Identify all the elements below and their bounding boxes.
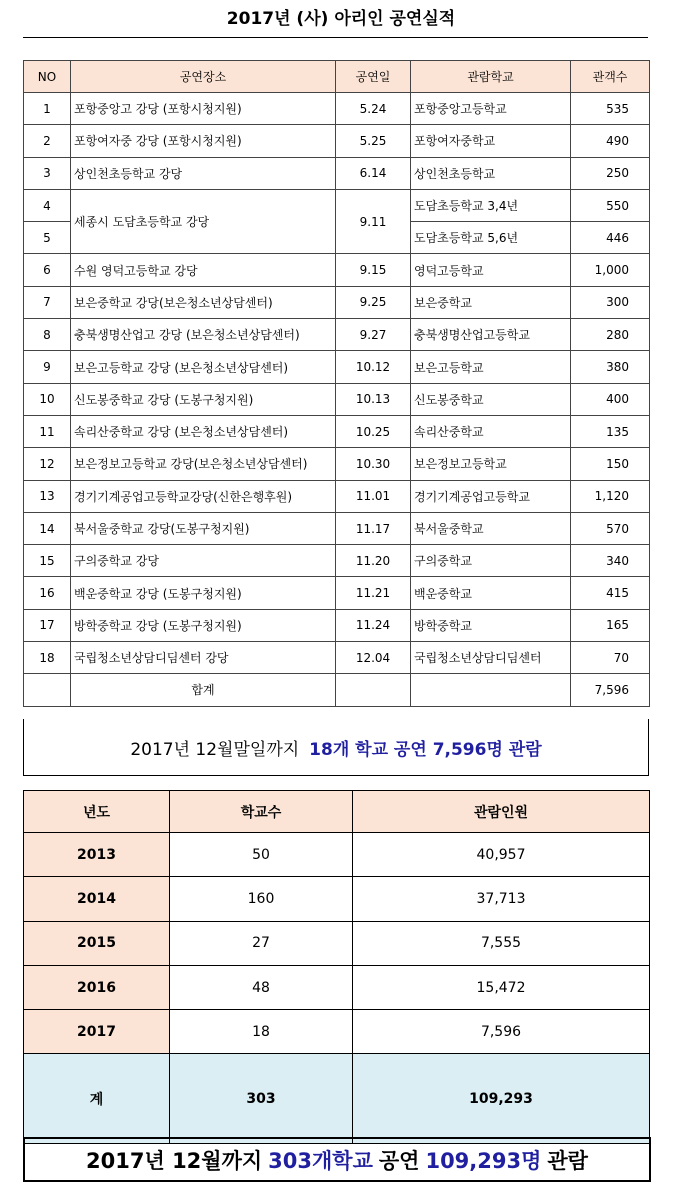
row-audience: 380: [571, 351, 650, 383]
row-date: 10.25: [336, 415, 411, 447]
row-no: 17: [24, 609, 71, 641]
row-venue: 속리산중학교 강당 (보은청소년상담센터): [71, 415, 336, 447]
table-row: [24, 545, 650, 577]
summary-total-part3: 공연: [378, 1148, 420, 1173]
row-venue: 구의중학교 강당: [71, 545, 336, 577]
row-audience: 490: [571, 125, 650, 157]
table-row: [24, 448, 650, 480]
summary-2017: [23, 719, 649, 776]
schools-cell: 27: [170, 921, 353, 965]
row-school: 포항중앙고등학교: [411, 93, 571, 125]
row-no: 2: [24, 125, 71, 157]
row-venue: 경기기계공업고등학교강당(신한은행후원): [71, 480, 336, 512]
table-row: [24, 125, 650, 157]
table-row: [24, 480, 650, 512]
table-row: [24, 921, 650, 965]
row-no: 5: [24, 222, 71, 254]
yearly-total-label: 계: [24, 1054, 170, 1144]
row-audience: 1,000: [571, 254, 650, 286]
summary-total-audience: 109,293명: [425, 1148, 542, 1173]
row-audience: 340: [571, 545, 650, 577]
row-venue: 보은정보고등학교 강당(보은청소년상담센터): [71, 448, 336, 480]
row-date: 11.20: [336, 545, 411, 577]
year-cell: 2014: [24, 877, 170, 921]
row-date: 11.24: [336, 609, 411, 641]
header-year: 년도: [24, 791, 170, 833]
row-audience: 280: [571, 319, 650, 351]
total-label: 합계: [71, 674, 336, 706]
summary-total-part5: 관람: [547, 1148, 588, 1173]
row-school: 상인천초등학교: [411, 157, 571, 189]
row-venue: 보은고등학교 강당 (보은청소년상담센터): [71, 351, 336, 383]
row-no: 9: [24, 351, 71, 383]
table-row: [24, 965, 650, 1009]
row-date: 9.25: [336, 286, 411, 318]
row-audience: 550: [571, 189, 650, 221]
yearly-total-audience: 109,293: [353, 1054, 650, 1144]
table-row: [24, 512, 650, 544]
table-row: [24, 157, 650, 189]
row-school: 백운중학교: [411, 577, 571, 609]
row-no: 14: [24, 512, 71, 544]
table-row: [24, 415, 650, 447]
table-row: [24, 286, 650, 318]
row-venue: 신도봉중학교 강당 (도봉구청지원): [71, 383, 336, 415]
audience-cell: 40,957: [353, 833, 650, 877]
row-no: 16: [24, 577, 71, 609]
row-no: 15: [24, 545, 71, 577]
table-row: [24, 383, 650, 415]
schools-cell: 50: [170, 833, 353, 877]
table-row: [24, 189, 650, 221]
total-empty-cell: [24, 674, 71, 706]
row-venue: 보은중학교 강당(보은청소년상담센터): [71, 286, 336, 318]
table-row: [24, 319, 650, 351]
row-school: 방학중학교: [411, 609, 571, 641]
year-cell: 2013: [24, 833, 170, 877]
row-date: 10.30: [336, 448, 411, 480]
row-school: 경기기계공업고등학교: [411, 480, 571, 512]
yearly-total-schools: 303: [170, 1054, 353, 1144]
total-empty-cell: [336, 674, 411, 706]
row-no: 7: [24, 286, 71, 318]
row-school: 신도봉중학교: [411, 383, 571, 415]
performance-table: [23, 60, 650, 707]
header-date: 공연일: [336, 61, 411, 93]
year-cell: 2016: [24, 965, 170, 1009]
row-audience: 535: [571, 93, 650, 125]
row-venue: 상인천초등학교 강당: [71, 157, 336, 189]
summary-2017-prefix: 2017년 12월말일까지: [130, 739, 300, 760]
table-row: [24, 609, 650, 641]
total-empty-cell: [411, 674, 571, 706]
table-row: [24, 642, 650, 674]
yearly-rows: [24, 833, 650, 1054]
row-no: 4: [24, 189, 71, 221]
row-no: 11: [24, 415, 71, 447]
row-audience: 165: [571, 609, 650, 641]
row-school: 북서울중학교: [411, 512, 571, 544]
row-school: 도담초등학교 3,4년: [411, 189, 571, 221]
row-school: 충북생명산업고등학교: [411, 319, 571, 351]
schools-cell: 160: [170, 877, 353, 921]
row-venue: 세종시 도담초등학교 강당: [71, 189, 336, 254]
audience-cell: 7,555: [353, 921, 650, 965]
row-no: 3: [24, 157, 71, 189]
schools-cell: 48: [170, 965, 353, 1009]
row-date: 11.17: [336, 512, 411, 544]
row-audience: 400: [571, 383, 650, 415]
summary-total-schools: 303개학교: [268, 1148, 373, 1173]
table-row: [24, 877, 650, 921]
table-row: [24, 833, 650, 877]
row-no: 12: [24, 448, 71, 480]
performance-total-row: [24, 674, 650, 706]
row-venue: 포항여자중 강당 (포항시청지원): [71, 125, 336, 157]
row-venue: 수원 영덕고등학교 강당: [71, 254, 336, 286]
header-school: 관람학교: [411, 61, 571, 93]
header-attendance: 관람인원: [353, 791, 650, 833]
row-audience: 1,120: [571, 480, 650, 512]
summary-2017-highlight: 18개 학교 공연 7,596명 관람: [309, 739, 542, 760]
row-school: 국립청소년상담디딤센터: [411, 642, 571, 674]
audience-cell: 15,472: [353, 965, 650, 1009]
row-venue: 국립청소년상담디딤센터 강당: [71, 642, 336, 674]
summary-total: [23, 1137, 651, 1182]
header-schools: 학교수: [170, 791, 353, 833]
row-school: 속리산중학교: [411, 415, 571, 447]
row-date: 11.01: [336, 480, 411, 512]
row-audience: 415: [571, 577, 650, 609]
yearly-header-row: [24, 791, 650, 833]
yearly-total-row: [24, 1054, 650, 1144]
header-venue: 공연장소: [71, 61, 336, 93]
row-date: 9.27: [336, 319, 411, 351]
table-row: [24, 254, 650, 286]
row-no: 8: [24, 319, 71, 351]
row-date: 5.25: [336, 125, 411, 157]
row-school: 보은중학교: [411, 286, 571, 318]
row-school: 포항여자중학교: [411, 125, 571, 157]
table-row: [24, 577, 650, 609]
year-cell: 2015: [24, 921, 170, 965]
table-row: [24, 1010, 650, 1054]
row-school: 구의중학교: [411, 545, 571, 577]
header-audience: 관객수: [571, 61, 650, 93]
row-date: 9.15: [336, 254, 411, 286]
row-audience: 446: [571, 222, 650, 254]
total-audience: 7,596: [571, 674, 650, 706]
row-audience: 135: [571, 415, 650, 447]
year-cell: 2017: [24, 1010, 170, 1054]
yearly-table: [23, 790, 650, 1144]
table-row: [24, 351, 650, 383]
row-school: 보은정보고등학교: [411, 448, 571, 480]
row-audience: 250: [571, 157, 650, 189]
row-no: 13: [24, 480, 71, 512]
row-date: 9.11: [336, 189, 411, 254]
row-venue: 포항중앙고 강당 (포항시청지원): [71, 93, 336, 125]
row-school: 보은고등학교: [411, 351, 571, 383]
row-no: 18: [24, 642, 71, 674]
row-date: 12.04: [336, 642, 411, 674]
row-date: 10.12: [336, 351, 411, 383]
table-row: [24, 93, 650, 125]
row-audience: 150: [571, 448, 650, 480]
row-audience: 570: [571, 512, 650, 544]
row-date: 6.14: [336, 157, 411, 189]
row-venue: 백운중학교 강당 (도봉구청지원): [71, 577, 336, 609]
row-no: 1: [24, 93, 71, 125]
row-date: 10.13: [336, 383, 411, 415]
title-underline: [23, 37, 648, 38]
row-school: 도담초등학교 5,6년: [411, 222, 571, 254]
summary-total-part1: 2017년 12월까지: [86, 1148, 263, 1173]
row-audience: 70: [571, 642, 650, 674]
row-venue: 충북생명산업고 강당 (보은청소년상담센터): [71, 319, 336, 351]
page-title: 2017년 (사) 아리인 공연실적: [226, 9, 456, 29]
row-venue: 방학중학교 강당 (도봉구청지원): [71, 609, 336, 641]
header-no: NO: [24, 61, 71, 93]
row-venue: 북서울중학교 강당(도봉구청지원): [71, 512, 336, 544]
audience-cell: 7,596: [353, 1010, 650, 1054]
performance-header-row: [24, 61, 650, 93]
row-audience: 300: [571, 286, 650, 318]
row-no: 10: [24, 383, 71, 415]
row-school: 영덕고등학교: [411, 254, 571, 286]
audience-cell: 37,713: [353, 877, 650, 921]
performance-rows: [24, 93, 650, 674]
schools-cell: 18: [170, 1010, 353, 1054]
row-date: 11.21: [336, 577, 411, 609]
row-date: 5.24: [336, 93, 411, 125]
row-no: 6: [24, 254, 71, 286]
